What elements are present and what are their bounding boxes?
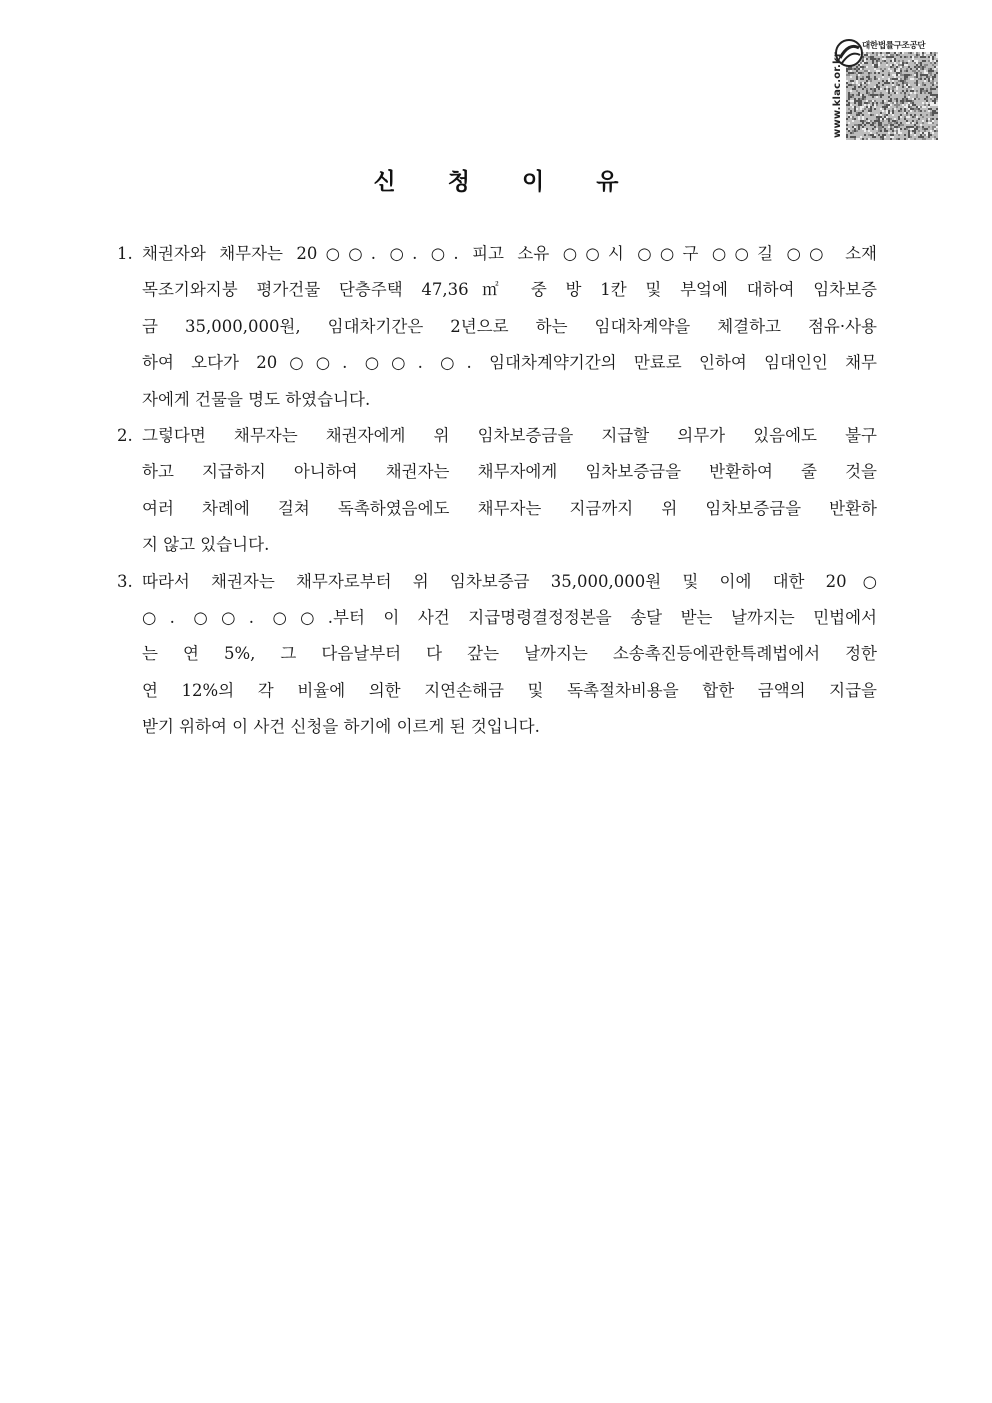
list-item (117, 236, 877, 418)
list-item (117, 418, 877, 564)
item-text-line: 따라서 채권자는 채무자로부터 위 임차보증금 35,000,000원 및 이에 대한 20○ (142, 571, 877, 591)
item-number: 1. (117, 244, 133, 263)
list-item (117, 564, 877, 746)
item-text-line: 금 35,000,000원, 임대차기간은 2년으로 하는 임대차계약을 체결하고 점유·사용 (142, 316, 877, 336)
item-text-line: 목조기와지붕 평가건물 단층주택 47,36㎡ 중 방 1칸 및 부엌에 대하여 임차보증 (142, 280, 877, 300)
page-title: 신 청 이 유 (373, 168, 641, 195)
org-url: www.klac.or.kr (832, 52, 843, 138)
item-text-line: 지 않고 있습니다. (142, 535, 270, 555)
item-text-line: 는 연 5%, 그 다음날부터 다 갚는 날까지는 소송촉진등에관한특례법에서 정한 (142, 644, 877, 664)
item-text-line: 하고 지급하지 아니하여 채권자는 채무자에게 임차보증금을 반환하여 줄 것을 (142, 462, 877, 482)
item-text-line: 채권자와 채무자는 20○○. ○. ○. 피고 소유 ○○시 ○○구 ○○길 ○○ 소재 (142, 244, 877, 263)
item-number: 3. (117, 571, 133, 591)
item-number: 2. (117, 426, 133, 446)
reason-list (117, 236, 877, 746)
item-text-line: 그렇다면 채무자는 채권자에게 위 임차보증금을 지급할 의무가 있음에도 불구 (142, 426, 877, 446)
item-text-line: 자에게 건물을 명도 하였습니다. (142, 389, 371, 409)
item-text-line: 여러 차례에 걸쳐 독촉하였음에도 채무자는 지금까지 위 임차보증금을 반환하 (142, 498, 877, 518)
org-name: 대한법률구조공단 (862, 41, 926, 51)
item-text-line: 하여 오다가 20○○. ○○. ○. 임대차계약기간의 만료로 인하여 임대인인 채무 (142, 353, 877, 373)
watermark-logo (832, 38, 938, 140)
item-text-line: ○. ○○. ○○.부터 이 사건 지급명령결정정본을 송달 받는 날까지는 민법에서 (142, 608, 877, 628)
item-text-line: 연 12%의 각 비율에 의한 지연손해금 및 독촉절차비용을 합한 금액의 지급을 (142, 680, 877, 700)
item-text-line: 받기 위하여 이 사건 신청을 하기에 이르게 된 것입니다. (142, 717, 540, 737)
